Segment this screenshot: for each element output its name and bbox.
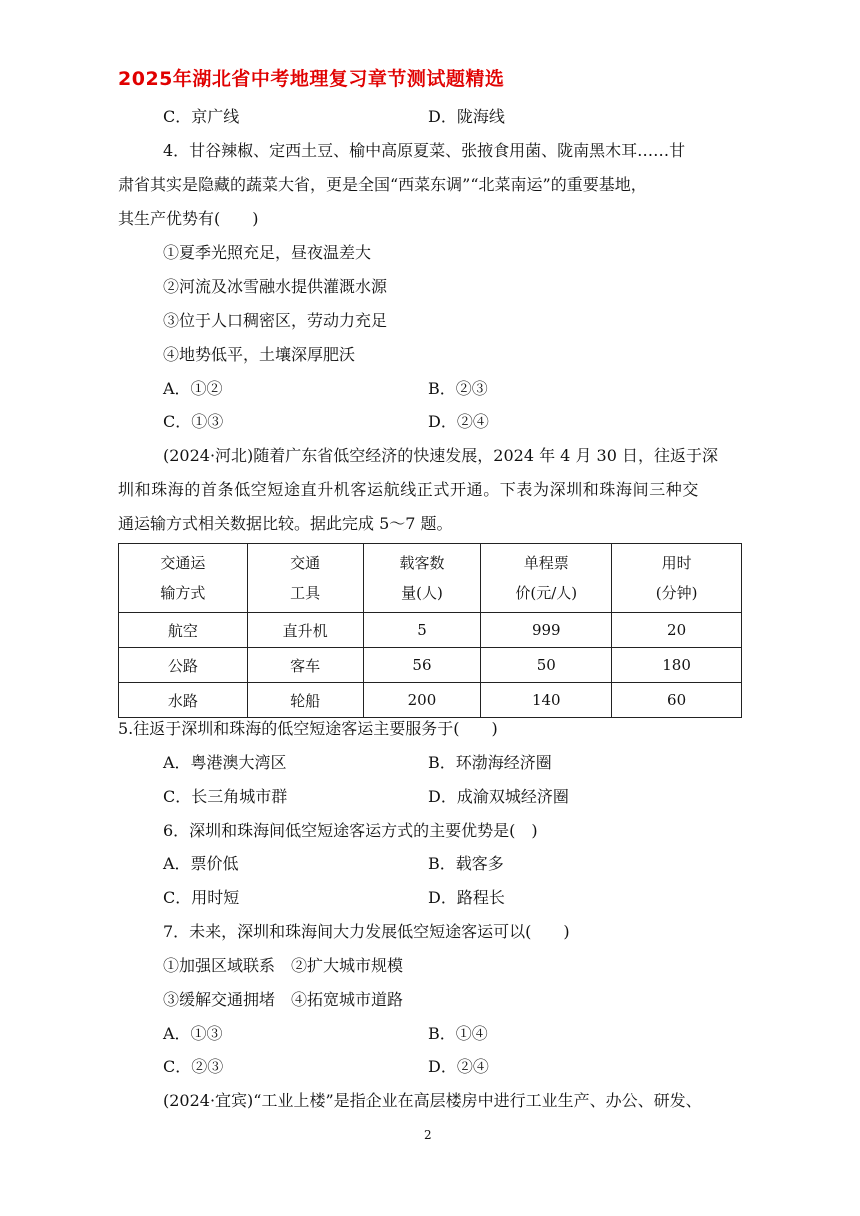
q3-option-d: D．陇海线 <box>428 107 505 126</box>
table-cell: 轮船 <box>247 683 363 718</box>
q7-items-1: ①加强区域联系 ②扩大城市规模 <box>163 956 404 975</box>
table-header-cell: 交通 工具 <box>247 544 363 613</box>
table-cell: 航空 <box>119 613 248 648</box>
q5-stem: 5.往返于深圳和珠海的低空短途客运主要服务于( ) <box>118 719 498 738</box>
table-header-cell: 交通运 输方式 <box>119 544 248 613</box>
q3-option-c: C．京广线 <box>163 107 240 126</box>
q4-item-3: ③位于人口稠密区，劳动力充足 <box>163 311 388 330</box>
table-cell: 20 <box>612 613 742 648</box>
q5-option-b: B．环渤海经济圈 <box>428 753 552 772</box>
table-cell: 直升机 <box>247 613 363 648</box>
transport-table <box>118 543 742 718</box>
table-cell: 200 <box>363 683 481 718</box>
q5-option-c: C．长三角城市群 <box>163 787 288 806</box>
q4-item-1: ①夏季光照充足，昼夜温差大 <box>163 243 372 262</box>
table-header-row <box>119 544 742 613</box>
q6-stem: 6．深圳和珠海间低空短途客运方式的主要优势是( ) <box>163 821 538 840</box>
q7-stem: 7．未来，深圳和珠海间大力发展低空短途客运可以( ) <box>163 922 570 941</box>
table-cell: 5 <box>363 613 481 648</box>
table-row <box>119 613 742 648</box>
intro-5-7-line1: (2024·河北)随着广东省低空经济的快速发展，2024 年 4 月 30 日，往返于深 <box>163 446 718 465</box>
q6-option-b: B．载客多 <box>428 854 504 873</box>
table-cell: 60 <box>612 683 742 718</box>
q4-stem-line3: 其生产优势有( ) <box>118 209 259 228</box>
q7-option-a: A．①③ <box>163 1024 223 1043</box>
q5-option-a: A．粤港澳大湾区 <box>163 753 287 772</box>
intro-5-7-line2: 圳和珠海的首条低空短途直升机客运航线正式开通。下表为深圳和珠海间三种交 <box>118 480 700 499</box>
table-cell: 水路 <box>119 683 248 718</box>
table-cell: 56 <box>363 648 481 683</box>
next-intro-line: (2024·宜宾)“工业上楼”是指企业在高层楼房中进行工业生产、办公、研发、 <box>163 1091 702 1110</box>
q4-option-a: A．①② <box>163 379 223 398</box>
page-number: 2 <box>424 1128 432 1142</box>
q5-option-d: D．成渝双城经济圈 <box>428 787 569 806</box>
q4-stem-line1: 4．甘谷辣椒、定西土豆、榆中高原夏菜、张掖食用菌、陇南黑木耳……甘 <box>163 141 686 160</box>
document-header: 2025年湖北省中考地理复习章节测试题精选 <box>118 68 505 90</box>
table-header-cell: 用时 (分钟) <box>612 544 742 613</box>
q4-option-b: B．②③ <box>428 379 488 398</box>
intro-5-7-line3: 通运输方式相关数据比较。据此完成 5～7 题。 <box>118 514 453 533</box>
q6-option-a: A．票价低 <box>163 854 239 873</box>
table-header-cell: 载客数 量(人) <box>363 544 481 613</box>
table-row <box>119 683 742 718</box>
q7-option-d: D．②④ <box>428 1057 489 1076</box>
table-cell: 客车 <box>247 648 363 683</box>
q6-option-d: D．路程长 <box>428 888 505 907</box>
table-cell: 140 <box>481 683 612 718</box>
table-cell: 50 <box>481 648 612 683</box>
table-header-cell: 单程票 价(元/人) <box>481 544 612 613</box>
q7-option-c: C．②③ <box>163 1057 224 1076</box>
q4-stem-line2: 肃省其实是隐藏的蔬菜大省，更是全国“西菜东调”“北菜南运”的重要基地， <box>118 175 647 194</box>
table-row <box>119 648 742 683</box>
q4-option-c: C．①③ <box>163 412 224 431</box>
q6-option-c: C．用时短 <box>163 888 240 907</box>
q7-option-b: B．①④ <box>428 1024 488 1043</box>
q4-item-4: ④地势低平，土壤深厚肥沃 <box>163 345 356 364</box>
table-cell: 999 <box>481 613 612 648</box>
table-cell: 公路 <box>119 648 248 683</box>
table-cell: 180 <box>612 648 742 683</box>
q7-items-2: ③缓解交通拥堵 ④拓宽城市道路 <box>163 990 404 1009</box>
q4-option-d: D．②④ <box>428 412 489 431</box>
q4-item-2: ②河流及冰雪融水提供灌溉水源 <box>163 277 388 296</box>
